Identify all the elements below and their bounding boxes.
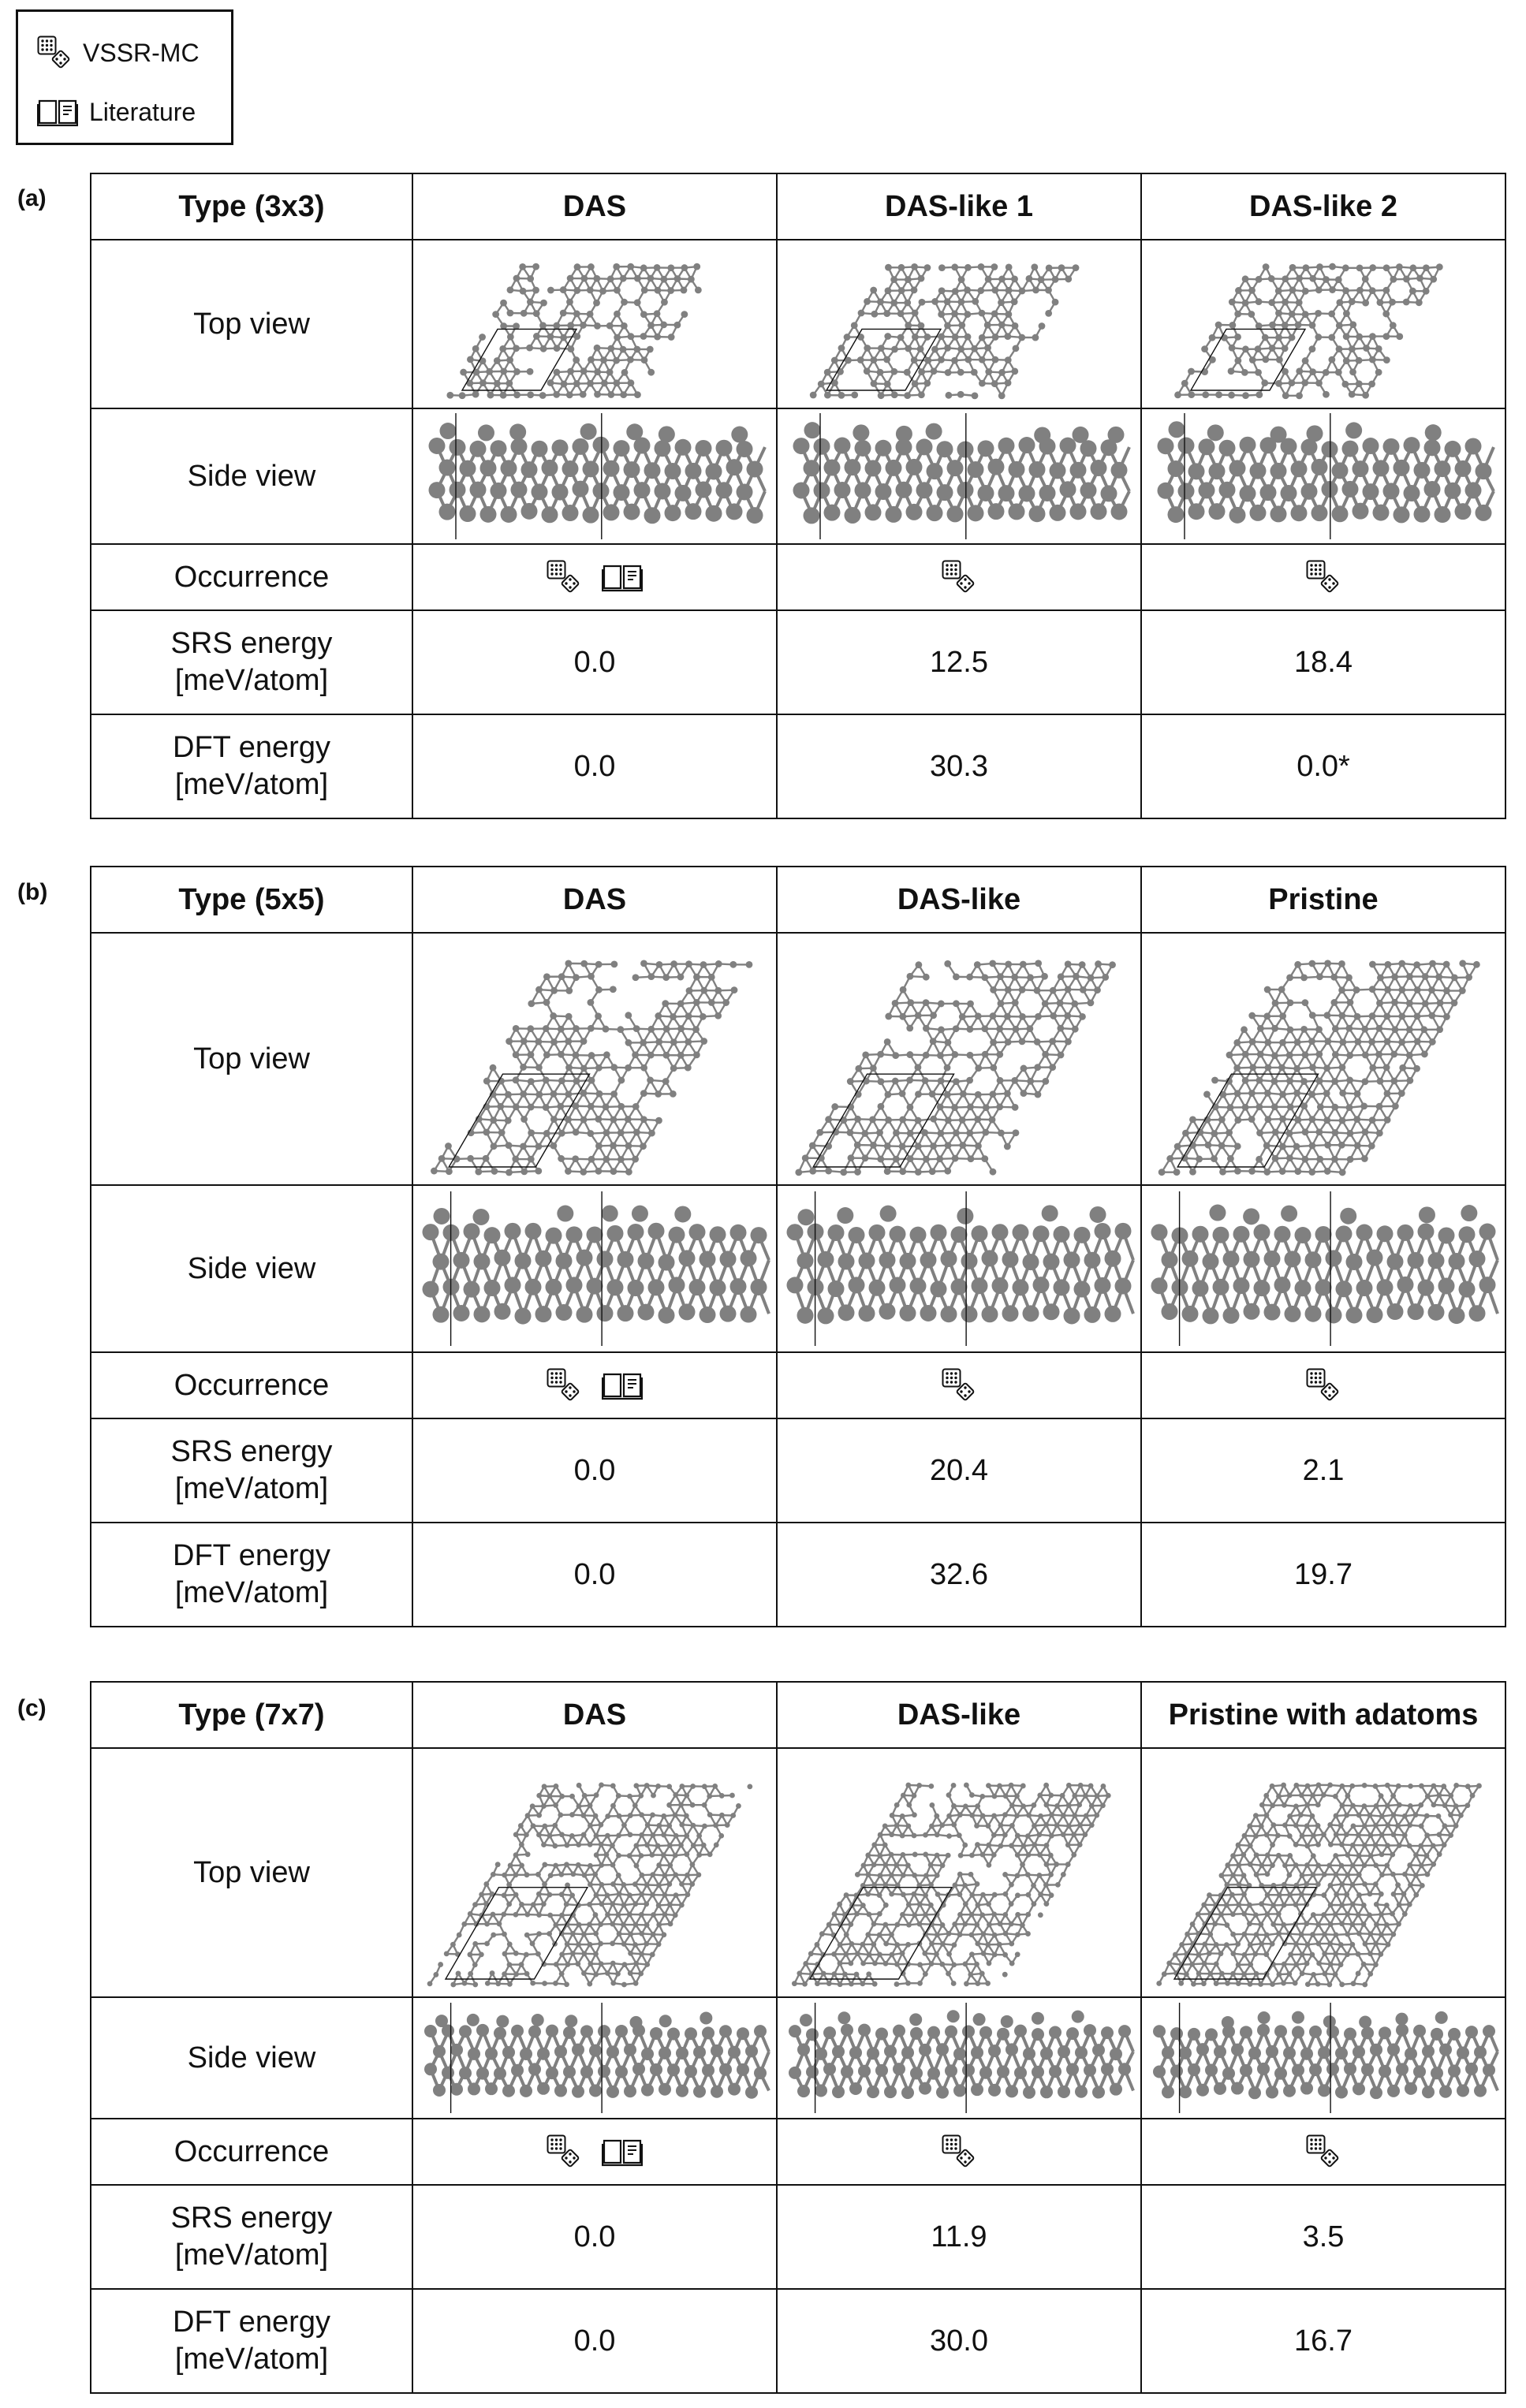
srs-value: 2.1 bbox=[1141, 1418, 1505, 1523]
top-view-structure bbox=[782, 1752, 1136, 1993]
occurrence-icons bbox=[1142, 2134, 1505, 2169]
srs-label-line1: SRS energy bbox=[170, 2201, 333, 2235]
row-label-side-view: Side view bbox=[91, 1185, 412, 1352]
column-header: DAS bbox=[412, 1682, 777, 1748]
legend-literature bbox=[37, 97, 196, 127]
dft-value: 0.0* bbox=[1141, 714, 1505, 818]
row-label-side-view: Side view bbox=[91, 408, 412, 544]
dice-icon bbox=[942, 2134, 976, 2169]
legend-vssr-label: VSSR-MC bbox=[83, 38, 200, 67]
occurrence-icons bbox=[413, 560, 776, 595]
column-header: Pristine with adatoms bbox=[1141, 1682, 1505, 1748]
row-label-occurrence: Occurrence bbox=[91, 1352, 412, 1418]
occurrence-icons bbox=[1142, 560, 1505, 595]
dice-icon bbox=[1306, 1368, 1341, 1403]
dice-icon bbox=[547, 560, 581, 595]
side-view-structure bbox=[1144, 2000, 1503, 2116]
row-label-occurrence: Occurrence bbox=[91, 2119, 412, 2185]
side-view-structure bbox=[415, 1188, 774, 1349]
occurrence-icons bbox=[778, 1368, 1140, 1403]
row-label-top-view: Top view bbox=[91, 240, 412, 408]
column-header: DAS bbox=[412, 867, 777, 933]
occurrence-icons bbox=[778, 560, 1140, 595]
dft-label-line1: DFT energy bbox=[173, 731, 330, 764]
panel-b-table bbox=[90, 866, 1506, 1627]
dft-label-line1: DFT energy bbox=[173, 2305, 330, 2339]
row-label-top-view: Top view bbox=[91, 1748, 412, 1997]
top-view-structure bbox=[785, 937, 1132, 1181]
row-label-side-view: Side view bbox=[91, 1997, 412, 2119]
panel-label-a: (a) bbox=[17, 185, 47, 211]
dice-icon bbox=[942, 560, 976, 595]
top-view-structure bbox=[801, 244, 1117, 404]
srs-label-line1: SRS energy bbox=[170, 1435, 333, 1468]
top-view-structure bbox=[1150, 937, 1497, 1181]
top-view-structure bbox=[417, 1752, 772, 1993]
srs-value: 18.4 bbox=[1141, 610, 1505, 714]
dft-label-line2: [meV/atom] bbox=[174, 1576, 329, 1609]
dft-value: 30.3 bbox=[777, 714, 1141, 818]
dice-icon bbox=[1306, 2134, 1341, 2169]
row-label-srs-energy bbox=[91, 2185, 412, 2289]
side-view-structure bbox=[785, 410, 1132, 542]
book-icon bbox=[37, 97, 78, 127]
srs-label-line2: [meV/atom] bbox=[174, 1472, 329, 1505]
dft-value: 16.7 bbox=[1141, 2289, 1505, 2393]
legend-vssr bbox=[37, 35, 200, 70]
panel-a-table bbox=[90, 173, 1506, 819]
book-icon bbox=[602, 2137, 643, 2167]
srs-label-line2: [meV/atom] bbox=[174, 2238, 329, 2272]
srs-value: 0.0 bbox=[412, 610, 777, 714]
dft-value: 0.0 bbox=[412, 2289, 777, 2393]
occurrence-icons bbox=[413, 1368, 776, 1403]
dice-icon bbox=[1306, 560, 1341, 595]
row-label-dft-energy bbox=[91, 1523, 412, 1627]
side-view-structure bbox=[415, 2000, 774, 2116]
column-header: DAS-like 2 bbox=[1141, 173, 1505, 240]
column-header: DAS-like 1 bbox=[777, 173, 1141, 240]
dft-value: 19.7 bbox=[1141, 1523, 1505, 1627]
srs-value: 20.4 bbox=[777, 1418, 1141, 1523]
dice-icon bbox=[942, 1368, 976, 1403]
srs-value: 12.5 bbox=[777, 610, 1141, 714]
type-header: Type (3x3) bbox=[91, 173, 412, 240]
legend-literature-label: Literature bbox=[89, 97, 196, 126]
dft-value: 30.0 bbox=[777, 2289, 1141, 2393]
occurrence-icons bbox=[413, 2134, 776, 2169]
dft-value: 0.0 bbox=[412, 1523, 777, 1627]
side-view-structure bbox=[1150, 410, 1497, 542]
top-view-structure bbox=[421, 937, 768, 1181]
panel-label-c: (c) bbox=[17, 1695, 47, 1721]
legend bbox=[16, 9, 233, 145]
srs-value: 0.0 bbox=[412, 1418, 777, 1523]
side-view-structure bbox=[1144, 1188, 1503, 1349]
dft-value: 0.0 bbox=[412, 714, 777, 818]
column-header: DAS bbox=[412, 173, 777, 240]
dft-value: 32.6 bbox=[777, 1523, 1141, 1627]
top-view-structure bbox=[437, 244, 752, 404]
dice-icon bbox=[547, 2134, 581, 2169]
type-header: Type (7x7) bbox=[91, 1682, 412, 1748]
panel-label-b: (b) bbox=[17, 879, 48, 905]
occurrence-icons bbox=[778, 2134, 1140, 2169]
srs-label-line1: SRS energy bbox=[170, 627, 333, 660]
book-icon bbox=[602, 562, 643, 592]
dft-label-line1: DFT energy bbox=[173, 1539, 330, 1572]
row-label-srs-energy bbox=[91, 1418, 412, 1523]
dft-label-line2: [meV/atom] bbox=[174, 2343, 329, 2376]
dice-icon bbox=[547, 1368, 581, 1403]
srs-value: 11.9 bbox=[777, 2185, 1141, 2289]
row-label-dft-energy bbox=[91, 714, 412, 818]
srs-value: 3.5 bbox=[1141, 2185, 1505, 2289]
row-label-srs-energy bbox=[91, 610, 412, 714]
column-header: Pristine bbox=[1141, 867, 1505, 933]
row-label-occurrence: Occurrence bbox=[91, 544, 412, 610]
occurrence-icons bbox=[1142, 1368, 1505, 1403]
column-header: DAS-like bbox=[777, 867, 1141, 933]
top-view-structure bbox=[1146, 1752, 1501, 1993]
panel-c-table bbox=[90, 1681, 1506, 2394]
book-icon bbox=[602, 1370, 643, 1400]
side-view-structure bbox=[421, 410, 768, 542]
column-header: DAS-like bbox=[777, 1682, 1141, 1748]
srs-label-line2: [meV/atom] bbox=[174, 664, 329, 697]
top-view-structure bbox=[1166, 244, 1481, 404]
row-label-top-view: Top view bbox=[91, 933, 412, 1185]
row-label-dft-energy bbox=[91, 2289, 412, 2393]
side-view-structure bbox=[779, 2000, 1139, 2116]
side-view-structure bbox=[779, 1188, 1139, 1349]
dice-icon bbox=[37, 35, 72, 70]
srs-value: 0.0 bbox=[412, 2185, 777, 2289]
dft-label-line2: [meV/atom] bbox=[174, 768, 329, 801]
type-header: Type (5x5) bbox=[91, 867, 412, 933]
